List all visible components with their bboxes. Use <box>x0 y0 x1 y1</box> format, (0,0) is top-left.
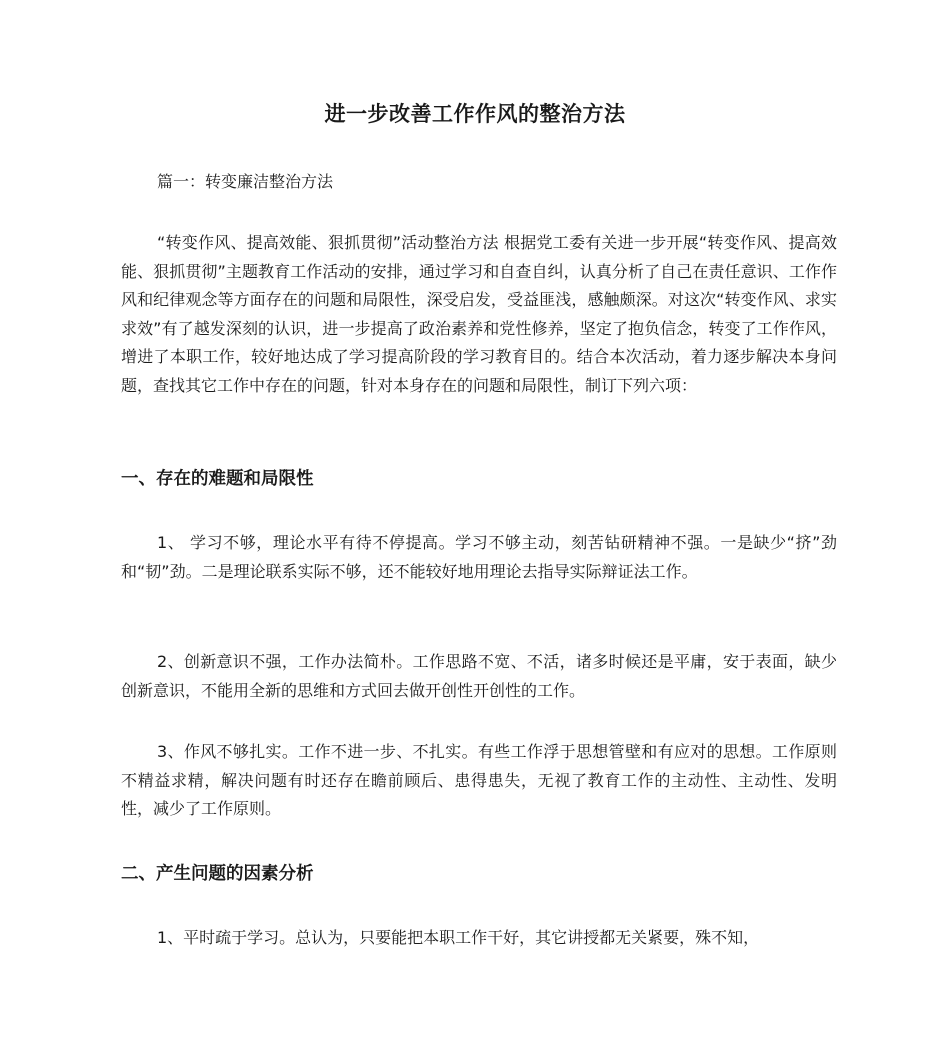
problem-item-3: 3、作风不够扎实。工作不进一步、不扎实。有些工作浮于思想管壁和有应对的思想。工作原则不精益求精，解决问题有时还存在瞻前顾后、患得患失，无视了教育工作的主动性、主动性、发明性，减少了工作原则。 <box>121 742 837 819</box>
intro-paragraph: “转变作风、提高效能、狠抓贯彻”活动整治方法 根据党工委有关进一步开展“转变作风、提高效能、狠抓贯彻”主题教育工作活动的安排，通过学习和自查自纠，认真分析了自己在责任意识、工作作风和纪律观念等方面存在的问题和局限性，深受启发，受益匪浅，感触颇深。对这次“转变作风、求实求效”有了越发深刻的认识，进一步提高了政治素养和党性修养，坚定了抱负信念，转变了工作作风，增进了本职工作，较好地达成了学习提高阶段的学习教育目的。结合本次活动，着力逐步解决本身问题，查找其它工作中存在的问题，针对本身存在的问题和局限性，制订下列六项： <box>121 233 837 395</box>
document-subtitle: 篇一：转变廉洁整治方法 <box>157 172 334 191</box>
problem-item-2: 2、创新意识不强，工作办法简朴。工作思路不宽、不活，诸多时候还是平庸，安于表面，缺少创新意识，不能用全新的思维和方式回去做开创性开创性的工作。 <box>121 652 837 700</box>
section-heading-problems: 一、存在的难题和局限性 <box>121 469 314 489</box>
problem-item-1: 1、 学习不够，理论水平有待不停提高。学习不够主动，刻苦钻研精神不强。一是缺少“挤”劲和“韧”劲。二是理论联系实际不够，还不能较好地用理论去指导实际辩证法工作。 <box>121 533 837 581</box>
cause-item-1: 1、平时疏于学习。总认为，只要能把本职工作干好，其它讲授都无关紧要，殊不知， <box>157 928 760 947</box>
document-title: 进一步改善工作作风的整治方法 <box>324 102 626 126</box>
section-heading-causes: 二、产生问题的因素分析 <box>121 864 314 884</box>
